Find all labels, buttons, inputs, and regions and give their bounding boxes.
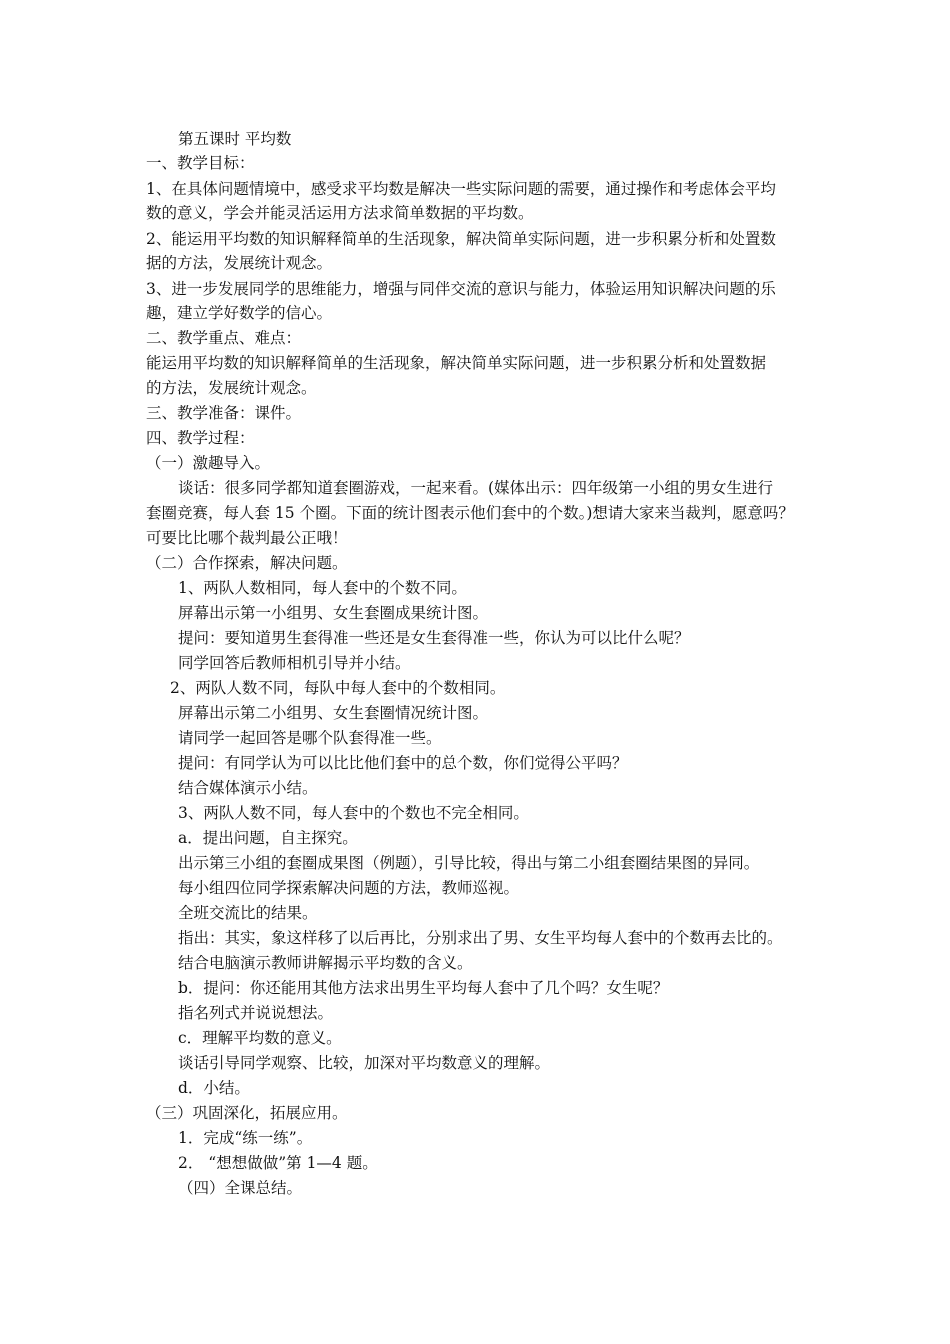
- text-line: 能运用平均数的知识解释简单的生活现象，解决简单实际问题，进一步积累分析和处置数据: [146, 354, 767, 372]
- text-line: 谈话引导同学观察、比较，加深对平均数意义的理解。: [178, 1054, 551, 1072]
- text-line: 趣，建立学好数学的信心。: [146, 304, 333, 322]
- text-line: 1．完成“练一练”。: [178, 1129, 313, 1147]
- subsection-heading: （二）合作探索，解决问题。: [146, 554, 348, 572]
- text-line: 据的方法，发展统计观念。: [146, 254, 333, 272]
- text-line: 结合媒体演示小结。: [178, 779, 318, 797]
- text-line: 的方法，发展统计观念。: [146, 379, 317, 397]
- text-line: 提问：有同学认为可以比比他们套中的总个数，你们觉得公平吗？: [178, 754, 628, 772]
- text-line: b．提问：你还能用其他方法求出男生平均每人套中了几个吗？女生呢？: [178, 979, 669, 997]
- text-line: 数的意义，学会并能灵活运用方法求简单数据的平均数。: [146, 204, 534, 222]
- subsection-heading: （三）巩固深化，拓展应用。: [146, 1104, 348, 1122]
- text-line: 提问：要知道男生套得准一些还是女生套得准一些，你认为可以比什么呢？: [178, 629, 690, 647]
- section-heading: 四、教学过程：: [146, 429, 255, 447]
- text-line: 2、两队人数不同，每队中每人套中的个数相同。: [170, 679, 506, 697]
- text-line: 请同学一起回答是哪个队套得准一些。: [178, 729, 442, 747]
- text-line: 屏幕出示第二小组男、女生套圈情况统计图。: [178, 704, 489, 722]
- text-line: 谈话：很多同学都知道套圈游戏，一起来看。(媒体出示：四年级第一小组的男女生进行: [178, 479, 774, 497]
- text-line: 2． “想想做做”第 1—4 题。: [178, 1154, 378, 1172]
- section-heading: 三、教学准备：课件。: [146, 404, 302, 422]
- text-line: c．理解平均数的意义。: [178, 1029, 342, 1047]
- text-line: 结合电脑演示教师讲解揭示平均数的含义。: [178, 954, 473, 972]
- text-line: 可要比比哪个裁判最公正哦！: [146, 529, 348, 547]
- text-line: a．提出问题，自主探究。: [178, 829, 358, 847]
- section-heading: 一、教学目标：: [146, 154, 255, 172]
- text-line: 出示第三小组的套圈成果图（例题），引导比较，得出与第二小组套圈结果图的异同。: [178, 854, 760, 872]
- section-heading: 二、教学重点、难点：: [146, 329, 302, 347]
- text-line: 套圈竞赛，每人套 15 个圈。下面的统计图表示他们套中的个数。)想请大家来当裁判，愿意吗？: [146, 504, 794, 522]
- text-line: 全班交流比的结果。: [178, 904, 318, 922]
- text-line: 2、能运用平均数的知识解释简单的生活现象，解决简单实际问题，进一步积累分析和处置数: [146, 230, 776, 248]
- text-line: 每小组四位同学探索解决问题的方法，教师巡视。: [178, 879, 520, 897]
- text-line: 同学回答后教师相机引导并小结。: [178, 654, 411, 672]
- text-line: 1、在具体问题情境中，感受求平均数是解决一些实际问题的需要，通过操作和考虑体会平均: [146, 180, 776, 198]
- lesson-title: 第五课时 平均数: [178, 130, 292, 148]
- text-line: 屏幕出示第一小组男、女生套圈成果统计图。: [178, 604, 489, 622]
- text-line: 1、两队人数相同，每人套中的个数不同。: [178, 579, 467, 597]
- text-line: 指出：其实，象这样移了以后再比，分别求出了男、女生平均每人套中的个数再去比的。: [178, 929, 783, 947]
- text-line: 指名列式并说说想法。: [178, 1004, 334, 1022]
- text-line: d．小结。: [178, 1079, 250, 1097]
- subsection-heading: （一）激趣导入。: [146, 454, 271, 472]
- subsection-heading: （四）全课总结。: [178, 1179, 303, 1197]
- text-line: 3、进一步发展同学的思维能力，增强与同伴交流的意识与能力，体验运用知识解决问题的乐: [146, 280, 776, 298]
- text-line: 3、两队人数不同，每人套中的个数也不完全相同。: [178, 804, 529, 822]
